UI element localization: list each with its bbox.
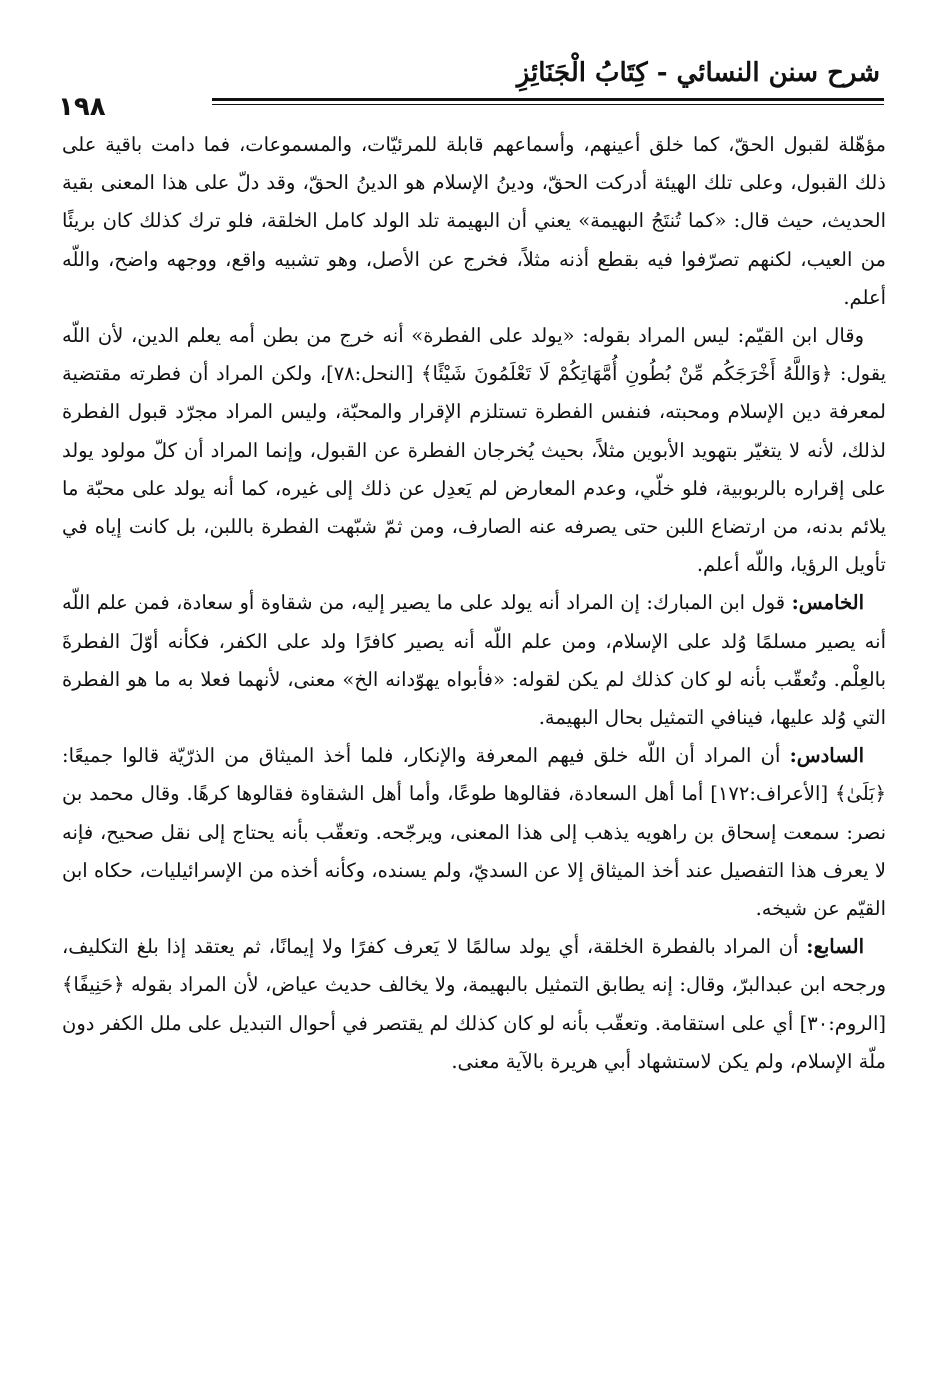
section-label: الخامس: — [791, 591, 864, 615]
running-header — [62, 52, 884, 100]
header-rule-thin — [212, 104, 884, 105]
paragraph-2 — [62, 317, 886, 584]
header-rule-thick — [212, 98, 884, 101]
body-text — [62, 126, 886, 1081]
paragraph-fifth-opinion — [62, 584, 886, 737]
paragraph-text: قول ابن المبارك: إن المراد أنه يولد على ما يصير إليه، من شقاوة أو سعادة، فمن علم اللّه أنه يصير مسلمًا وُلد على الإسلام، ومن علم اللّه أنه يصير كافرًا ولد على الكفر، فكأنه أوّلَ الفطرةَ بالعِلْم. وتُعقّب بأنه لو كان كذلك لم يكن لقوله: «فأبواه يهوّدانه الخ» معنى، لأنهما فعلا به ما هو الفطرة التي وُلد عليها، فينافي التمثيل بحال البهيمة. — [62, 591, 886, 730]
paragraph-1 — [62, 126, 886, 317]
page-number: ١٩٨ — [58, 92, 106, 122]
paragraph-text: مؤهّلة لقبول الحقّ، كما خلق أعينهم، وأسماعهم قابلة للمرئيّات، والمسموعات، فما دامت باقية على ذلك القبول، وعلى تلك الهيئة أدركت الحقّ، ودينُ الإسلام هو الدينُ الحقّ، وقد دلّ على هذا المعنى بقية الحديث، حيث قال: «كما تُنتَجُ البهيمة» يعني أن البهيمة تلد الولد كامل الخلقة، فلو ترك كذلك كان بريئًا من العيب، لكنهم تصرّفوا فيه بقطع أذنه مثلاً، فخرج عن الأصل، وهو تشبيه واقع، ووجهه واضح، واللّه أعلم. — [62, 133, 886, 309]
paragraph-text: وقال ابن القيّم: ليس المراد بقوله: «يولد على الفطرة» أنه خرج من بطن أمه يعلم الدين، لأن اللّه يقول: ﴿وَاللَّهُ أَخْرَجَكُم مِّنْ بُطُونِ أُمَّهَاتِكُمْ لَا تَعْلَمُونَ شَيْئًا﴾ [النحل:٧٨]، ولكن المراد أن فطرته مقتضية لمعرفة دين الإسلام ومحبته، فنفس الفطرة تستلزم الإقرار والمحبّة، وليس المراد مجرّد قبول الفطرة لذلك، لأنه لا يتغيّر بتهويد الأبوين مثلاً، بحيث يُخرجان الفطرة عن القبول، وإنما المراد أن كلّ مولود يولد على إقراره بالربوبية، فلو خلّي، وعدم المعارض لم يَعدِل عن ذلك إلى غيره، كما أنه يولد على محبّة ما يلائم بدنه، من ارتضاع اللبن حتى يصرفه عنه الصارف، ومن ثمّ شبّهت الفطرة باللبن، بل كانت إياه في تأويل الرؤيا، واللّه أعلم. — [62, 324, 887, 577]
running-title: شرح سنن النسائي - كِتَابُ الْجَنَائِزِ — [516, 58, 880, 88]
section-label: السابع: — [806, 935, 864, 959]
paragraph-sixth-opinion — [62, 737, 886, 928]
section-label: السادس: — [789, 744, 864, 768]
paragraph-text: أن المراد بالفطرة الخلقة، أي يولد سالمًا لا يَعرف كفرًا ولا إيمانًا، ثم يعتقد إذا بلغ التكليف، ورجحه ابن عبدالبرّ، وقال: إنه يطابق التمثيل بالبهيمة، ولا يخالف حديث عياض، لأن المراد بقوله ﴿حَنِيفًا﴾ [الروم:٣٠] أي على استقامة. وتعقّب بأنه لو كان كذلك لم يقتصر في أحوال التبديل على ملل الكفر دون ملّة الإسلام، ولم يكن لاستشهاد أبي هريرة بالآية معنى. — [62, 935, 886, 1073]
paragraph-text: أن المراد أن اللّه خلق فيهم المعرفة والإنكار، فلما أخذ الميثاق من الذرّيّة قالوا جميعًا: ﴿بَلَىٰ﴾ [الأعراف:١٧٢] أما أهل السعادة، فقالوها طوعًا، وأما أهل الشقاوة فقالوها كرهًا. وقال محمد بن نصر: سمعت إسحاق بن راهويه يذهب إلى هذا المعنى، ويرجّحه. وتعقّب بأنه يحتاج إلى نقل صحيح، فإنه لا يعرف هذا التفصيل عند أخذ الميثاق إلا عن السديّ، ولم يسنده، وكأنه أخذه من الإسرائيليات، حكاه ابن القيّم عن شيخه. — [62, 744, 887, 921]
paragraph-seventh-opinion — [62, 928, 886, 1081]
